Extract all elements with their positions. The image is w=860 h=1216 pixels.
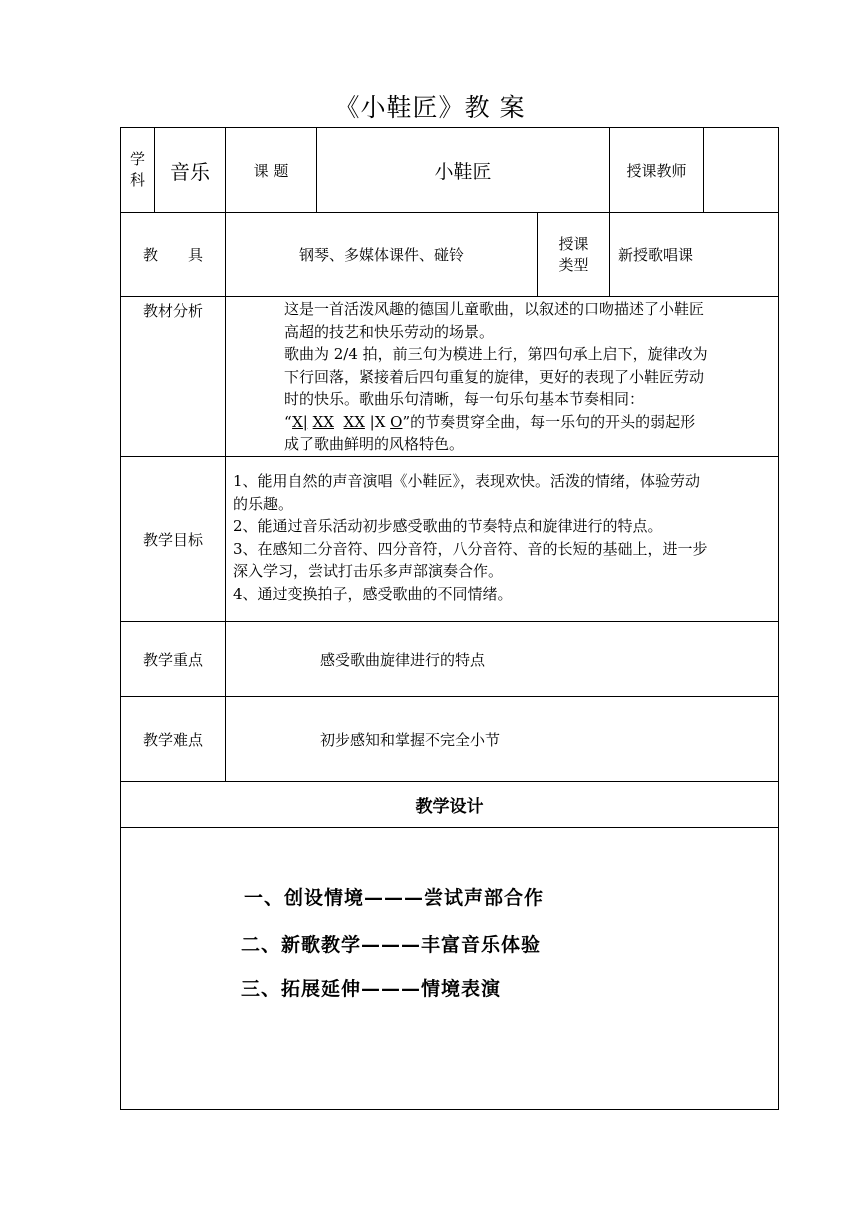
- analysis-line: 成了歌曲鲜明的风格特色。: [284, 435, 465, 453]
- subject-label-top: 学: [129, 150, 145, 168]
- subject-label: [121, 128, 154, 212]
- document-title: 《小鞋匠》教 案: [334, 93, 526, 122]
- analysis-label: 教材分析: [142, 301, 203, 320]
- objective-line: 4、通过变换拍子，感受歌曲的不同情绪。: [233, 584, 513, 603]
- key-point-value: 感受歌曲旋律进行的特点: [320, 650, 486, 669]
- rhythm-note: XX: [343, 412, 365, 431]
- teacher-value: [704, 128, 778, 212]
- rhythm-note: XX: [312, 412, 334, 431]
- tools-label: 教 具: [142, 246, 203, 264]
- rhythm-note: X|: [292, 412, 308, 431]
- lesson-type-label-bottom: 类型: [558, 255, 589, 274]
- lesson-type-label-top: 授课: [558, 234, 589, 253]
- lesson-type-label: [538, 213, 609, 296]
- analysis-line: 这是一首活泼风趣的德国儿童歌曲，以叙述的口吻描述了小鞋匠: [284, 300, 705, 318]
- difficulty-label: 教学难点: [142, 730, 203, 749]
- rhythm-suffix: ”的节奏贯穿全曲，每一乐句的开头的弱起形: [402, 412, 696, 431]
- rhythm-note: O: [390, 412, 403, 431]
- design-item: 三、拓展延伸———情境表演: [241, 978, 502, 1000]
- topic-value: 小鞋匠: [434, 160, 492, 183]
- objective-line: 的乐趣。: [233, 494, 294, 513]
- objectives-label: 教学目标: [142, 530, 203, 549]
- tools-value: 钢琴、多媒体课件、碰铃: [298, 246, 464, 264]
- rhythm-quote: “: [284, 412, 293, 431]
- design-item: 一、创设情境———尝试声部合作: [244, 887, 545, 909]
- key-point-label: 教学重点: [142, 650, 203, 669]
- analysis-line: 时的快乐。歌曲乐句清晰，每一句乐句基本节奏相同：: [284, 390, 645, 408]
- objective-line: 1、能用自然的声音演唱《小鞋匠》，表现欢快。活泼的情绪，体验劳动: [233, 472, 701, 490]
- difficulty-value: 初步感知和掌握不完全小节: [320, 730, 501, 749]
- analysis-line: 下行回落，紧接着后四句重复的旋律，更好的表现了小鞋匠劳动: [284, 367, 705, 386]
- teacher-label: 授课教师: [626, 161, 687, 180]
- objective-line: 2、能通过音乐活动初步感受歌曲的节奏特点和旋律进行的特点。: [233, 517, 663, 535]
- analysis-line: 高超的技艺和快乐劳动的场景。: [284, 322, 495, 341]
- design-item: 二、新歌教学———丰富音乐体验: [241, 934, 542, 956]
- objective-line: 深入学习，尝试打击乐多声部演奏合作。: [233, 562, 504, 580]
- rhythm-line: [284, 411, 774, 434]
- subject-label-bottom: 科: [129, 171, 145, 189]
- topic-label: 课 题: [253, 161, 289, 180]
- objective-line: 3、在感知二分音符、四分音符，八分音符、音的长短的基础上，进一步: [233, 539, 708, 558]
- rhythm-note: |X: [369, 412, 386, 431]
- objectives-text: [233, 470, 775, 605]
- subject-value: 音乐: [170, 159, 210, 184]
- analysis-line: 歌曲为 2/4 拍，前三句为模进上行，第四句承上启下，旋律改为: [284, 345, 708, 363]
- analysis-text: [284, 298, 774, 456]
- design-header: 教学设计: [415, 797, 484, 817]
- lesson-type-value: 新授歌唱课: [618, 246, 694, 264]
